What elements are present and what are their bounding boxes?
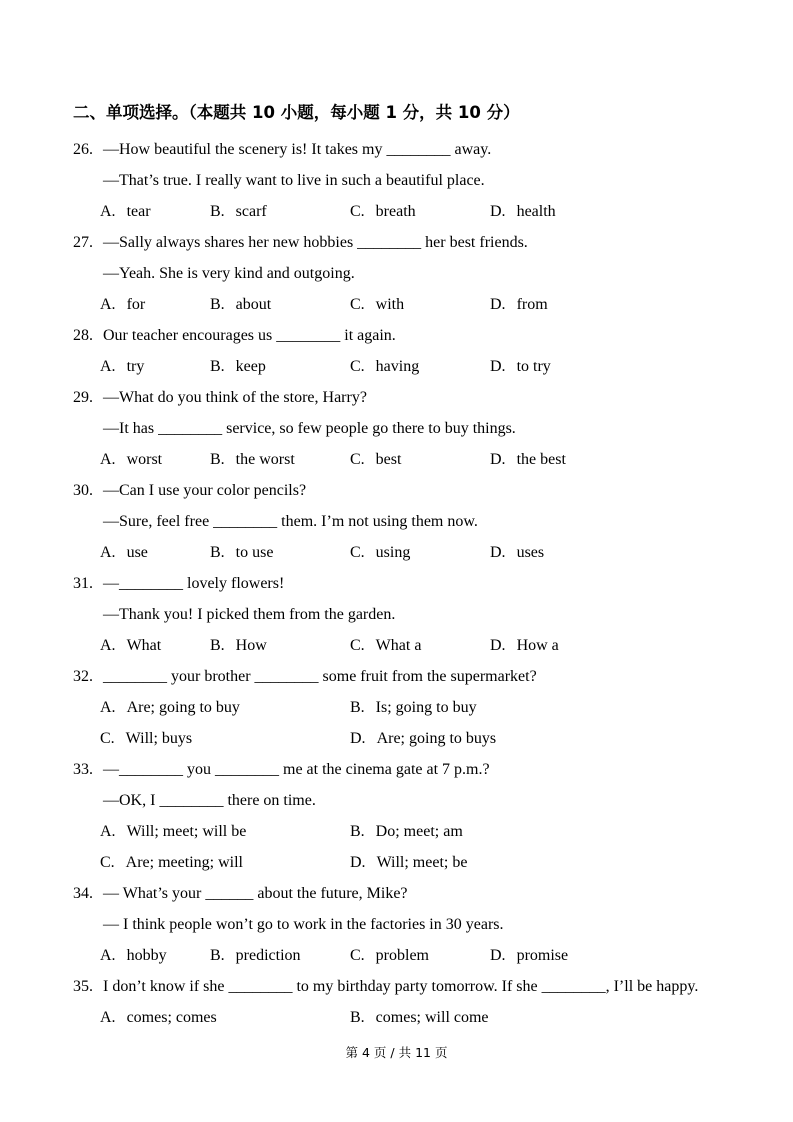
option-letter: D.	[490, 637, 506, 654]
option-B	[210, 196, 350, 227]
option-letter: C.	[350, 544, 365, 561]
question-number: 30.	[73, 482, 93, 499]
option-D	[490, 196, 738, 227]
option-text: try	[126, 358, 145, 375]
option-letter: A.	[100, 296, 116, 313]
options-row	[100, 444, 738, 475]
question-number: 29.	[73, 389, 93, 406]
option-C	[350, 196, 490, 227]
question-line	[73, 661, 738, 692]
option-D	[350, 847, 738, 878]
option-text: What a	[375, 637, 422, 654]
option-C	[100, 847, 350, 878]
option-text: Will; meet; will be	[126, 823, 247, 840]
question-text: —It has ________ service, so few people go there to buy things.	[103, 420, 516, 437]
option-letter: C.	[350, 947, 365, 964]
option-letter: B.	[210, 637, 225, 654]
option-B	[210, 537, 350, 568]
option-letter: A.	[100, 358, 116, 375]
option-letter: A.	[100, 1009, 116, 1026]
question-text: ________ your brother ________ some fruit from the supermarket?	[103, 668, 537, 685]
section-header: 二、单项选择。（本题共 10 小题，每小题 1 分，共 10 分）	[73, 103, 520, 122]
option-A	[100, 289, 210, 320]
question-number: 33.	[73, 761, 93, 778]
option-text: the worst	[235, 451, 295, 468]
option-A	[100, 692, 350, 723]
option-letter: D.	[350, 854, 366, 871]
options-row	[100, 692, 738, 723]
option-C	[350, 289, 490, 320]
option-text: using	[375, 544, 411, 561]
option-B	[210, 444, 350, 475]
question-line	[73, 320, 738, 351]
question-text: I don’t know if she ________ to my birthday party tomorrow. If she ________, I’ll be happy.	[103, 978, 699, 995]
option-text: keep	[235, 358, 266, 375]
option-letter: B.	[210, 296, 225, 313]
question-line	[73, 475, 738, 506]
question-number: 31.	[73, 575, 93, 592]
question-31	[73, 568, 738, 661]
option-letter: A.	[100, 947, 116, 964]
option-text: What	[126, 637, 162, 654]
question-number: 34.	[73, 885, 93, 902]
option-B	[350, 692, 738, 723]
option-text: for	[126, 296, 146, 313]
option-A	[100, 351, 210, 382]
option-letter: C.	[350, 296, 365, 313]
question-line	[73, 971, 738, 1002]
option-D	[490, 940, 738, 971]
option-A	[100, 444, 210, 475]
question-text: —That’s true. I really want to live in such a beautiful place.	[103, 172, 485, 189]
question-line	[73, 413, 738, 444]
question-27	[73, 227, 738, 320]
option-B	[210, 630, 350, 661]
option-D	[490, 444, 738, 475]
question-text: —OK, I ________ there on time.	[103, 792, 316, 809]
question-text: —How beautiful the scenery is! It takes my ________ away.	[103, 141, 492, 158]
option-letter: C.	[350, 637, 365, 654]
option-text: hobby	[126, 947, 167, 964]
option-letter: A.	[100, 203, 116, 220]
option-text: comes; will come	[375, 1009, 489, 1026]
option-D	[490, 630, 738, 661]
options-row	[100, 196, 738, 227]
question-34	[73, 878, 738, 971]
option-D	[490, 351, 738, 382]
question-number: 27.	[73, 234, 93, 251]
option-text: with	[375, 296, 405, 313]
option-letter: C.	[350, 358, 365, 375]
question-number: 35.	[73, 978, 93, 995]
option-A	[100, 537, 210, 568]
option-text: having	[375, 358, 420, 375]
option-letter: D.	[490, 451, 506, 468]
option-letter: A.	[100, 544, 116, 561]
options-row	[100, 537, 738, 568]
question-text: —Sally always shares her new hobbies ________ her best friends.	[103, 234, 528, 251]
option-letter: C.	[350, 203, 365, 220]
options-row	[100, 289, 738, 320]
question-33	[73, 754, 738, 878]
question-28	[73, 320, 738, 382]
options-row	[100, 723, 738, 754]
option-letter: D.	[490, 544, 506, 561]
question-line	[73, 134, 738, 165]
question-line	[73, 909, 738, 940]
option-text: Is; going to buy	[375, 699, 477, 716]
option-text: breath	[375, 203, 416, 220]
option-B	[350, 1002, 738, 1033]
option-letter: B.	[210, 358, 225, 375]
question-line	[73, 258, 738, 289]
question-line	[73, 165, 738, 196]
option-text: best	[375, 451, 402, 468]
question-26	[73, 134, 738, 227]
options-row	[100, 847, 738, 878]
question-line	[73, 878, 738, 909]
option-C	[350, 940, 490, 971]
option-text: promise	[516, 947, 569, 964]
option-C	[350, 537, 490, 568]
option-text: from	[516, 296, 548, 313]
option-text: use	[126, 544, 148, 561]
option-letter: B.	[210, 203, 225, 220]
option-text: tear	[126, 203, 151, 220]
options-row	[100, 1002, 738, 1033]
option-letter: C.	[350, 451, 365, 468]
option-D	[490, 289, 738, 320]
question-text: —What do you think of the store, Harry?	[103, 389, 367, 406]
option-letter: B.	[350, 1009, 365, 1026]
option-D	[490, 537, 738, 568]
question-text: —________ lovely flowers!	[103, 575, 285, 592]
question-line	[73, 382, 738, 413]
option-B	[350, 816, 738, 847]
option-letter: B.	[350, 823, 365, 840]
option-letter: D.	[490, 296, 506, 313]
option-text: the best	[516, 451, 566, 468]
option-letter: A.	[100, 699, 116, 716]
option-C	[350, 351, 490, 382]
option-letter: B.	[210, 544, 225, 561]
option-A	[100, 816, 350, 847]
questions-list	[73, 134, 738, 1033]
question-text: —Can I use your color pencils?	[103, 482, 307, 499]
options-row	[100, 940, 738, 971]
option-C	[350, 630, 490, 661]
options-row	[100, 630, 738, 661]
option-text: uses	[516, 544, 545, 561]
question-text: —Thank you! I picked them from the garden.	[103, 606, 396, 623]
option-text: to use	[235, 544, 274, 561]
options-row	[100, 351, 738, 382]
question-number: 28.	[73, 327, 93, 344]
question-line	[73, 568, 738, 599]
option-letter: A.	[100, 451, 116, 468]
question-text: —Yeah. She is very kind and outgoing.	[103, 265, 355, 282]
question-text: Our teacher encourages us ________ it again.	[103, 327, 396, 344]
option-text: comes; comes	[126, 1009, 217, 1026]
option-A	[100, 196, 210, 227]
option-text: Are; meeting; will	[125, 854, 243, 871]
option-letter: D.	[490, 358, 506, 375]
question-text: — What’s your ______ about the future, Mike?	[103, 885, 408, 902]
option-text: Will; buys	[125, 730, 193, 747]
option-A	[100, 1002, 350, 1033]
question-line	[73, 754, 738, 785]
question-number: 26.	[73, 141, 93, 158]
option-B	[210, 289, 350, 320]
option-letter: D.	[350, 730, 366, 747]
question-text: —________ you ________ me at the cinema gate at 7 p.m.?	[103, 761, 490, 778]
option-text: worst	[126, 451, 163, 468]
question-number: 32.	[73, 668, 93, 685]
option-letter: A.	[100, 823, 116, 840]
options-row	[100, 816, 738, 847]
option-letter: D.	[490, 947, 506, 964]
option-letter: B.	[210, 947, 225, 964]
option-D	[350, 723, 738, 754]
question-text: —Sure, feel free ________ them. I’m not using them now.	[103, 513, 478, 530]
question-32	[73, 661, 738, 754]
question-line	[73, 599, 738, 630]
option-letter: A.	[100, 637, 116, 654]
option-text: health	[516, 203, 556, 220]
option-letter: C.	[100, 730, 115, 747]
question-line	[73, 506, 738, 537]
option-text: Will; meet; be	[376, 854, 468, 871]
question-line	[73, 227, 738, 258]
question-30	[73, 475, 738, 568]
option-A	[100, 630, 210, 661]
option-text: How	[235, 637, 267, 654]
option-A	[100, 940, 210, 971]
option-text: Are; going to buy	[126, 699, 240, 716]
option-C	[350, 444, 490, 475]
option-text: problem	[375, 947, 429, 964]
option-text: Are; going to buys	[376, 730, 497, 747]
option-B	[210, 940, 350, 971]
option-letter: D.	[490, 203, 506, 220]
option-B	[210, 351, 350, 382]
option-text: scarf	[235, 203, 267, 220]
option-text: about	[235, 296, 272, 313]
option-text: Do; meet; am	[375, 823, 463, 840]
option-C	[100, 723, 350, 754]
question-text: — I think people won’t go to work in the factories in 30 years.	[103, 916, 504, 933]
question-35	[73, 971, 738, 1033]
page-footer: 第 4 页 / 共 11 页	[345, 1045, 448, 1060]
option-text: How a	[516, 637, 559, 654]
option-text: prediction	[235, 947, 301, 964]
question-line	[73, 785, 738, 816]
option-letter: B.	[210, 451, 225, 468]
option-text: to try	[516, 358, 551, 375]
option-letter: B.	[350, 699, 365, 716]
question-29	[73, 382, 738, 475]
option-letter: C.	[100, 854, 115, 871]
